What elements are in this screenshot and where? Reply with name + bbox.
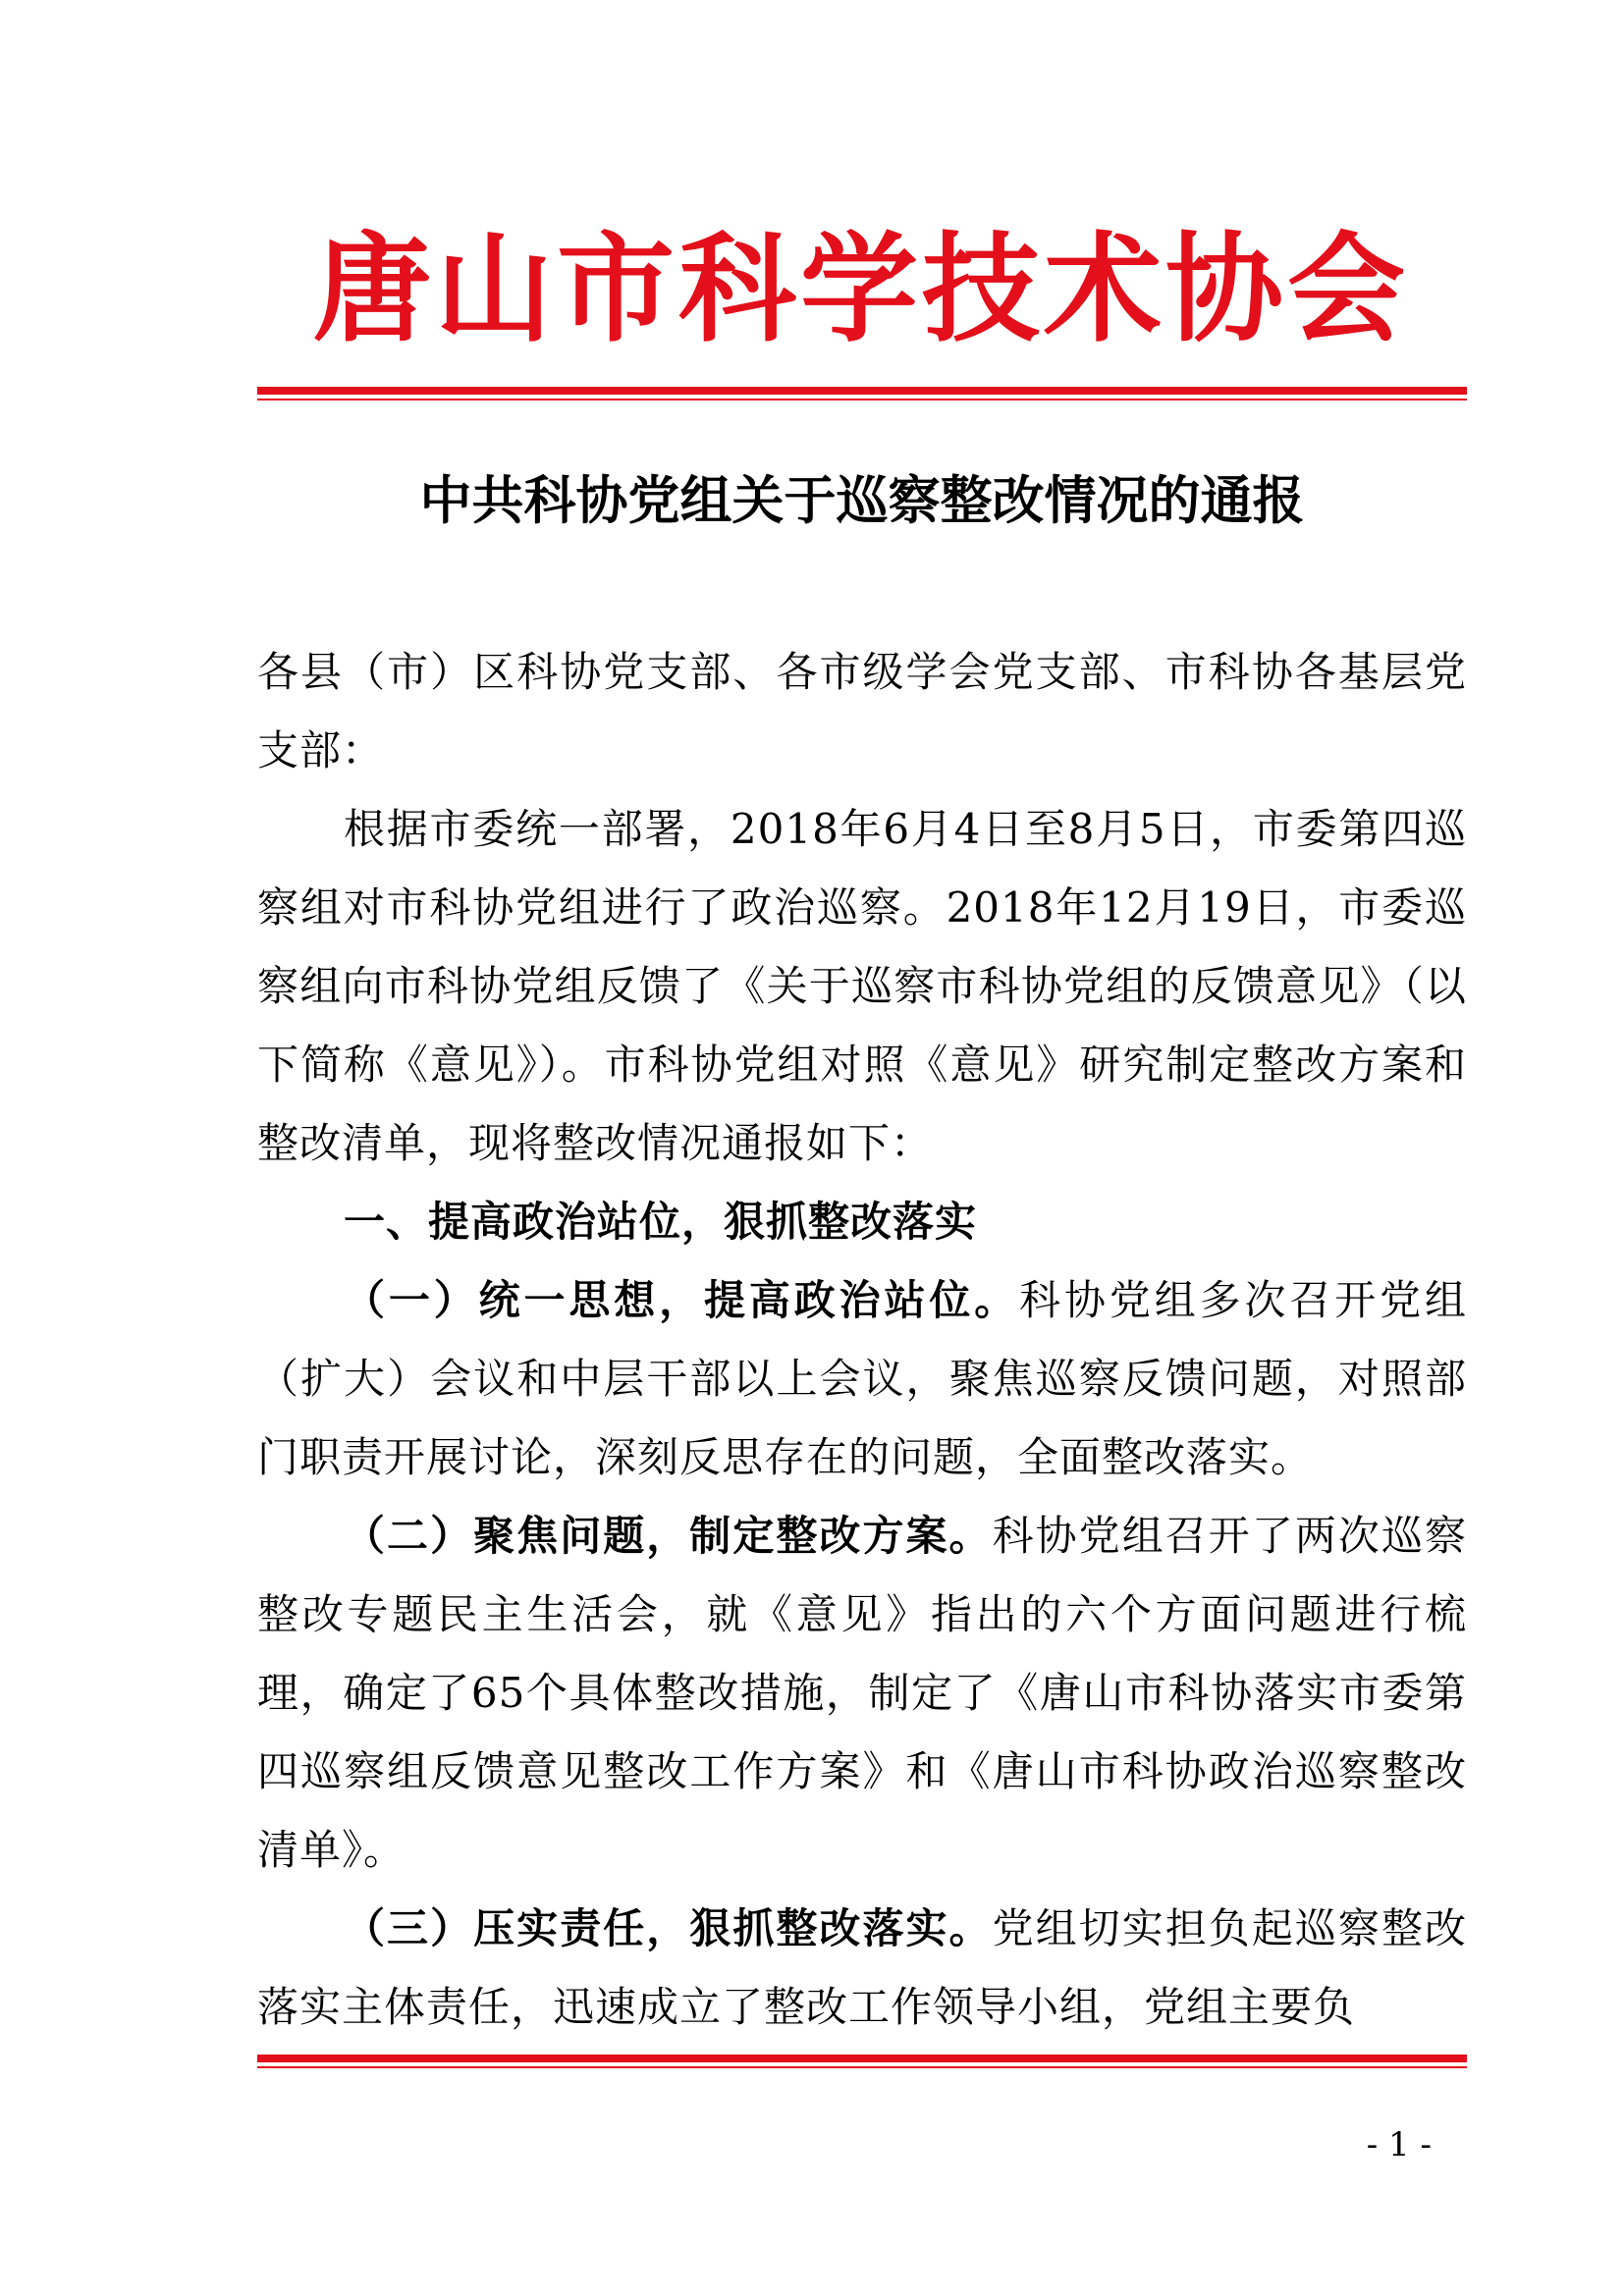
- item-paragraph-1: [257, 1261, 1467, 1497]
- item-body-3: 党组切实担负起巡察整改落实主体责任，迅速成立了整改工作领导小组，党组主要负: [257, 1904, 1467, 2031]
- document-title: 中共科协党组关于巡察整改情况的通报: [419, 470, 1305, 531]
- item-body-1: 科协党组多次召开党组（扩大）会议和中层干部以上会议，聚焦巡察反馈问题，对照部门职责开展讨论，深刻反思存在的问题，全面整改落实。: [257, 1276, 1467, 1481]
- footer-red-rule-thin: [257, 2066, 1467, 2068]
- item-paragraph-2: [257, 1497, 1467, 1890]
- item-lead-3: （三）压实责任，狠抓整改落实。: [344, 1904, 993, 1952]
- document-body: [257, 633, 1467, 2047]
- section-heading-1: 一、提高政治站位，狠抓整改落实: [344, 1198, 978, 1246]
- masthead-organization-name: 唐山市科学技术协会: [313, 220, 1409, 358]
- footer-red-rule-thick: [257, 2055, 1467, 2062]
- header-red-rule-thin: [257, 399, 1467, 400]
- intro-paragraph: 根据市委统一部署，2018年6月4日至8月5日，市委第四巡察组对市科协党组进行了政治巡察。2018年12月19日，市委巡察组向市科协党组反馈了《关于巡察市科协党组的反馈意见》（以下简称《意见》）。市科协党组对照《意见》研究制定整改方案和整改清单，现将整改情况通报如下：: [257, 805, 1467, 1167]
- item-lead-2: （二）聚焦问题，制定整改方案。: [344, 1512, 993, 1560]
- item-paragraph-3: [257, 1890, 1467, 2047]
- page-number: - 1 -: [1366, 2125, 1432, 2164]
- item-body-2: 科协党组召开了两次巡察整改专题民主生活会，就《意见》指出的六个方面问题进行梳理，确定了65个具体整改措施，制定了《唐山市科协落实市委第四巡察组反馈意见整改工作方案》和《唐山市科协政治巡察整改清单》。: [257, 1512, 1467, 1874]
- salutation: 各县（市）区科协党支部、各市级学会党支部、市科协各基层党支部：: [257, 648, 1467, 774]
- item-lead-1: （一）统一思想，提高政治站位。: [344, 1276, 1020, 1324]
- header-red-rule-thick: [257, 387, 1467, 395]
